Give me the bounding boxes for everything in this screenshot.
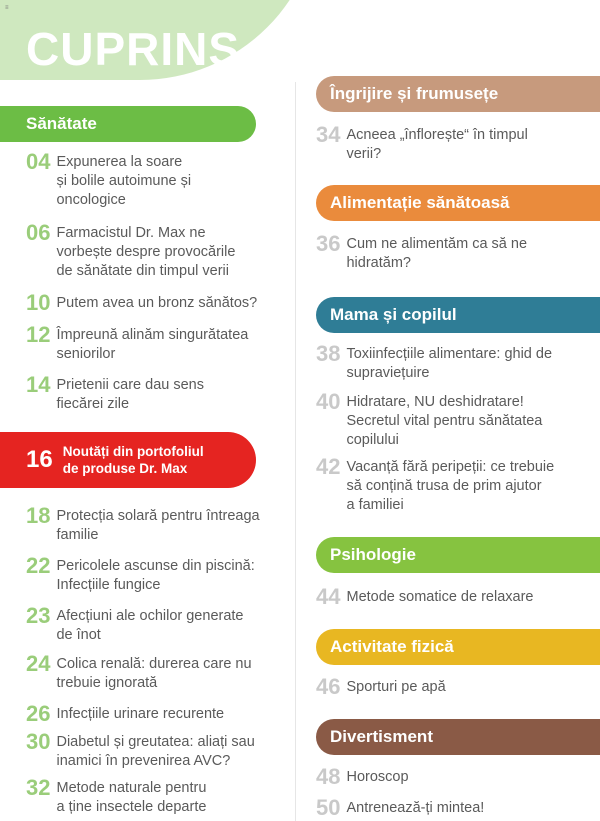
entry-title: Colica renală: durerea care nu trebuie ignorată bbox=[56, 656, 252, 691]
section-psihologie: Psihologie bbox=[316, 537, 600, 573]
page-number: 18 bbox=[26, 503, 51, 528]
corner-mark: ≡ bbox=[5, 5, 9, 11]
toc-entry[interactable] bbox=[26, 292, 296, 314]
entry-title: Toxiinfecțiile alimentare: ghid de supraviețuire bbox=[346, 346, 553, 381]
page-number: 06 bbox=[26, 220, 51, 245]
section-alimentatie: Alimentație sănătoasă bbox=[316, 185, 600, 221]
entry-title: Împreună alinăm singurătatea seniorilor bbox=[56, 327, 249, 362]
toc-entry[interactable] bbox=[26, 505, 296, 545]
page-number: 12 bbox=[26, 322, 51, 347]
toc-entry[interactable] bbox=[316, 391, 600, 450]
entry-title: Prietenii care dau sens fiecărei zile bbox=[56, 377, 204, 412]
entry-title: Acneea „înflorește“ în timpul verii? bbox=[346, 127, 528, 162]
page-number: 23 bbox=[26, 603, 51, 628]
page-number: 04 bbox=[26, 149, 51, 174]
page-number: 50 bbox=[316, 795, 341, 820]
entry-title: Afecțiuni ale ochilor generate de înot bbox=[56, 608, 244, 643]
entry-title: Pericolele ascunse din piscină: Infecțiile fungice bbox=[56, 558, 255, 593]
page-number: 44 bbox=[316, 584, 341, 609]
page-number: 10 bbox=[26, 290, 51, 315]
entry-title: Putem avea un bronz sănătos? bbox=[56, 295, 258, 311]
section-ingrijire: Îngrijire și frumusețe bbox=[316, 76, 600, 112]
toc-entry[interactable] bbox=[26, 222, 296, 281]
toc-entry[interactable] bbox=[316, 233, 600, 273]
highlight-dr-max-products[interactable] bbox=[0, 432, 256, 488]
page-title: CUPRINS bbox=[26, 23, 241, 75]
entry-title: Vacanță fără peripeții: ce trebuie să conțină trusa de prim ajutor a familiei bbox=[346, 459, 555, 513]
page-number: 48 bbox=[316, 764, 341, 789]
toc-entry[interactable] bbox=[26, 653, 296, 693]
entry-title: Cum ne alimentăm ca să ne hidratăm? bbox=[346, 236, 528, 271]
page-number: 14 bbox=[26, 372, 51, 397]
entry-title: Diabetul și greutatea: aliați sau inamici în prevenirea AVC? bbox=[56, 734, 255, 769]
toc-entry[interactable] bbox=[26, 151, 296, 210]
entry-title: Antrenează-ți mintea! bbox=[346, 800, 485, 816]
entry-title: Protecția solară pentru întreaga familie bbox=[56, 508, 260, 543]
page-number: 38 bbox=[316, 341, 341, 366]
entry-title: Sporturi pe apă bbox=[346, 679, 446, 695]
section-divertisment: Divertisment bbox=[316, 719, 600, 755]
toc-entry[interactable] bbox=[26, 555, 296, 595]
entry-title: Noutăți din portofoliul de produse Dr. Max bbox=[62, 444, 204, 476]
section-mama-copilul: Mama și copilul bbox=[316, 297, 600, 333]
entry-title: Farmacistul Dr. Max ne vorbește despre provocările de sănătate din timpul verii bbox=[56, 225, 236, 279]
entry-title: Horoscop bbox=[346, 769, 409, 785]
toc-entry[interactable] bbox=[26, 324, 296, 364]
section-activitate-fizica: Activitate fizică bbox=[316, 629, 600, 665]
entry-title: Hidratare, NU deshidratare! Secretul vital pentru sănătatea copilului bbox=[346, 394, 543, 448]
entry-title: Infecțiile urinare recurente bbox=[56, 706, 225, 722]
toc-entry[interactable] bbox=[316, 676, 600, 698]
toc-entry[interactable] bbox=[316, 124, 600, 164]
toc-entry[interactable] bbox=[316, 456, 600, 515]
toc-entry[interactable] bbox=[26, 731, 296, 771]
toc-entry[interactable] bbox=[26, 777, 296, 817]
section-sanatate: Sănătate bbox=[0, 106, 256, 142]
toc-entry[interactable] bbox=[26, 374, 296, 414]
page-number: 30 bbox=[26, 729, 51, 754]
page-number: 46 bbox=[316, 674, 341, 699]
page-number: 36 bbox=[316, 231, 341, 256]
entry-title: Metode somatice de relaxare bbox=[346, 589, 534, 605]
entry-title: Expunerea la soare și bolile autoimune și oncologice bbox=[56, 154, 192, 208]
toc-entry[interactable] bbox=[316, 797, 600, 819]
page-number: 24 bbox=[26, 651, 51, 676]
page-number: 26 bbox=[26, 701, 51, 726]
toc-entry[interactable] bbox=[26, 703, 296, 725]
page-number: 42 bbox=[316, 454, 341, 479]
entry-title: Metode naturale pentru a ține insectele departe bbox=[56, 780, 207, 815]
page-number: 32 bbox=[26, 775, 51, 800]
toc-entry[interactable] bbox=[26, 605, 296, 645]
page-number: 40 bbox=[316, 389, 341, 414]
toc-entry[interactable] bbox=[316, 766, 600, 788]
toc-entry[interactable] bbox=[316, 586, 600, 608]
page-number: 16 bbox=[26, 446, 53, 473]
toc-entry[interactable] bbox=[316, 343, 600, 383]
page-number: 22 bbox=[26, 553, 51, 578]
page-number: 34 bbox=[316, 122, 341, 147]
